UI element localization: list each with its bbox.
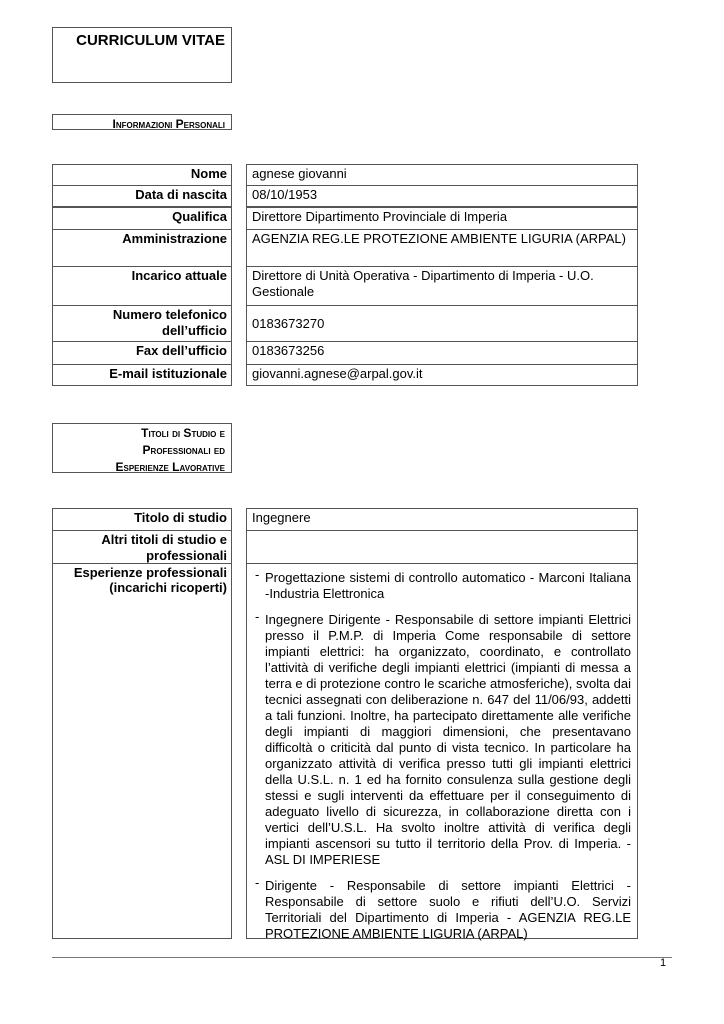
value-fax: 0183673256 [246, 341, 638, 365]
experience-text: Dirigente - Responsabile di settore impianti Elettrici - Responsabile di settore suolo e rifiuti dell’U.O. Servizi Territoriali del Dipartimento di Imperia - AGENZIA REG.LE PROTEZIONE AMBIENTE LIGURIA (ARPAL) [265, 878, 631, 941]
section-studies-line1: Titoli di Studio e [141, 426, 225, 440]
section-studies-line2: Professionali ed [142, 443, 225, 457]
value-esperienze [246, 563, 638, 939]
experience-text: Ingegnere Dirigente - Responsabile di settore impianti Elettrici presso il P.M.P. di Imperia Come responsabile di settore impianti elettrici: ha organizzato, coordinato, e controllato l’attività di verifiche degli impianti elettrici (impianti di messa a terra e di protezione contro le scariche atmosferiche), svolta dai tecnici assegnati con deliberazione n. 647 del 11/06/93, addetti a tali funzioni. Inoltre, ha partecipato direttamente alle verifiche degli impianti di maggiori dimensioni, che presentavano difficoltà o criticità dal punto di vista tecnico. In particolare ha organizzato attività di verifica presso tutti gli impianti elettrici della U.S.L. n. 1 ed ha fornito consulenza sulla gestione degli stessi e sugli interventi da effettuare per il conseguimento di adeguato livello di sicurezza, in collaborazione diretta con i vertici dell’U.S.L. Ha svolto inoltre attività di verifica degli impianti ascensori su tutto il territorio della Prov. di Imperia. - ASL DI IMPERIESE [265, 612, 631, 867]
label-titolo-studio: Titolo di studio [52, 508, 232, 531]
experience-item [255, 567, 631, 602]
label-data-nascita: Data di nascita [52, 185, 232, 207]
label-qualifica: Qualifica [52, 207, 232, 230]
label-email: E-mail istituzionale [52, 364, 232, 386]
value-data-nascita: 08/10/1953 [246, 185, 638, 207]
value-telefono: 0183673270 [246, 305, 638, 342]
dash-bullet: - [255, 609, 260, 624]
label-altri-titoli: Altri titoli di studio e professionali [52, 530, 232, 564]
label-fax: Fax dell’ufficio [52, 341, 232, 365]
email-link[interactable]: giovanni.agnese@arpal.gov.it [252, 366, 423, 381]
cv-title: CURRICULUM VITAE [52, 27, 232, 83]
value-incarico: Direttore di Unità Operativa - Dipartimento di Imperia - U.O. Gestionale [246, 266, 638, 306]
label-nome: Nome [52, 164, 232, 186]
label-telefono: Numero telefonico dell’ufficio [52, 305, 232, 342]
value-qualifica: Direttore Dipartimento Provinciale di Imperia [246, 207, 638, 230]
label-amministrazione: Amministrazione [52, 229, 232, 267]
label-esperienze: Esperienze professionali (incarichi ricoperti) [52, 563, 232, 939]
page-number: 1 [660, 957, 667, 969]
value-altri-titoli [246, 530, 638, 564]
dash-bullet: - [255, 875, 260, 890]
section-studies [52, 423, 232, 473]
section-studies-line3: Esperienze Lavorative [115, 460, 225, 474]
experience-item [255, 875, 631, 942]
footer-divider [52, 957, 672, 958]
label-incarico: Incarico attuale [52, 266, 232, 306]
section-personal-info: Informazioni Personali [52, 114, 232, 130]
value-titolo-studio: Ingegnere [246, 508, 638, 531]
value-nome: agnese giovanni [246, 164, 638, 186]
value-amministrazione: AGENZIA REG.LE PROTEZIONE AMBIENTE LIGURIA (ARPAL) [246, 229, 638, 267]
experience-text: Progettazione sistemi di controllo automatico - Marconi Italiana -Industria Elettronica [265, 570, 631, 601]
experience-item [255, 609, 631, 868]
dash-bullet: - [255, 567, 260, 582]
value-email[interactable] [246, 364, 638, 386]
